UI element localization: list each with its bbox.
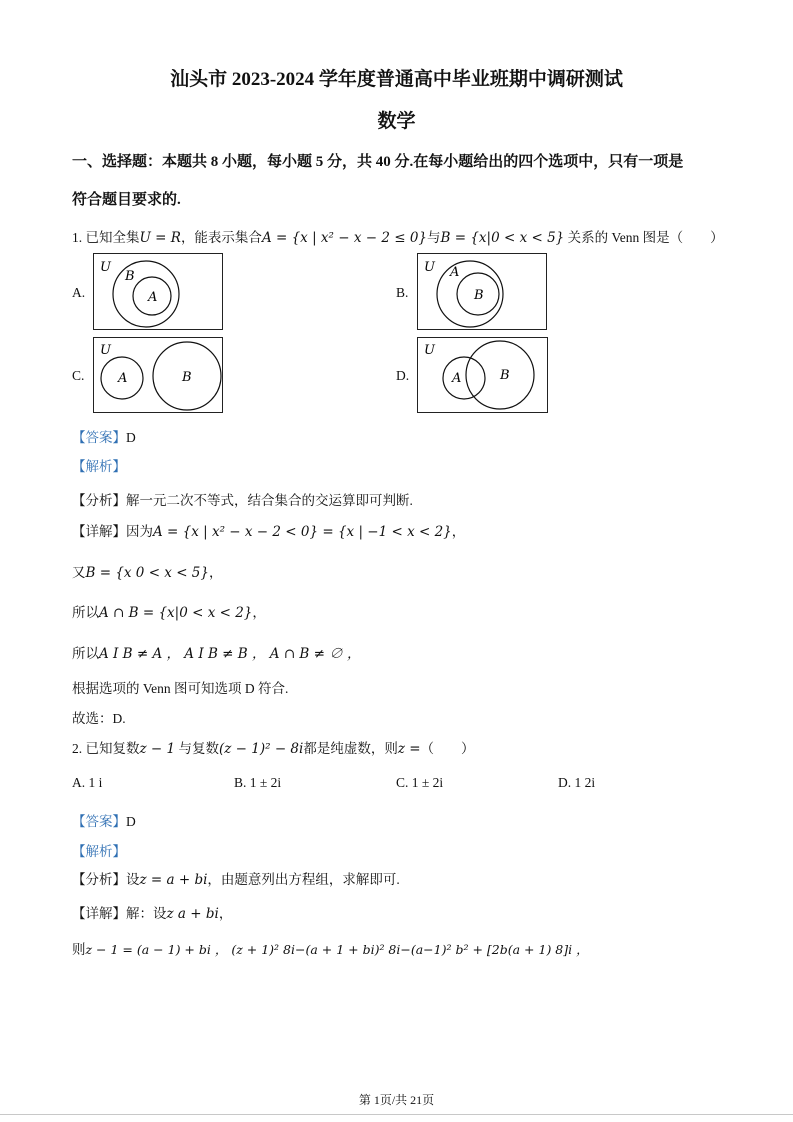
q2-detail-b: ， [218, 906, 233, 921]
q2-math-2: (z − 1)² − 8i [218, 741, 304, 757]
q2-option-c-label: C. [396, 775, 409, 790]
venn-d-u-label: U [424, 343, 435, 358]
q1-detail-line2 [72, 561, 222, 581]
q1-math-b: B = {x|0 < x < 5} [440, 230, 565, 246]
venn-diagram-c [93, 337, 223, 413]
q2-fenxi-math: z = a + bi [139, 872, 208, 888]
page-title: 汕头市 2023-2024 学年度普通高中毕业班期中调研测试 [170, 69, 623, 90]
q1-option-a-label: A. [72, 285, 86, 300]
q1-d4-text: 所以 [72, 646, 99, 661]
venn-a-svg [94, 254, 222, 329]
page-number: 第 1页/共 21页 [358, 1093, 435, 1107]
q2-answer [72, 810, 136, 830]
venn-d-right-label: B [500, 368, 510, 383]
q1-detail-tag: 【详解】 [72, 524, 126, 539]
q2-option-a-value: 1 i [88, 775, 103, 790]
q2-fenxi-b: ，由题意列出方程组，求解即可. [207, 872, 400, 887]
q1-stem-c: 与 [427, 230, 441, 245]
q2-detail-a: 解：设 [126, 906, 167, 921]
q1-d2-end: ， [208, 565, 223, 580]
q1-detail-line1 [72, 520, 465, 540]
q1-answer [72, 426, 136, 446]
q1-d1-end: ， [451, 524, 466, 539]
venn-d-svg [418, 338, 547, 412]
q2-stem [72, 737, 475, 757]
q2-fenxi-a: 设 [126, 872, 140, 887]
subject-heading: 数学 [377, 111, 416, 132]
q1-d3-end: ， [252, 605, 266, 620]
q2-stem-d: （ ） [420, 741, 475, 756]
q1-math-a: A = {x | x² − x − 2 ≤ 0} [261, 230, 428, 246]
q2-stem-a: 2. 已知复数 [72, 741, 140, 756]
q2-detail-math: z a + bi [166, 906, 219, 922]
q2-option-d-value: 1 2i [574, 775, 596, 790]
q1-d3-text: 所以 [72, 605, 99, 620]
venn-a-circle-outer [113, 261, 179, 327]
q2-analysis-tag: 【解析】 [72, 844, 126, 859]
q2-fenxi-tag: 【分析】 [72, 872, 126, 887]
venn-a-inner-label: A [148, 290, 158, 305]
q1-answer-tag: 【答案】 [72, 430, 126, 445]
q1-d3-math: A ∩ B = {x|0 < x < 2} [99, 605, 253, 621]
venn-d-circle-left [443, 357, 485, 399]
section-heading-line1: 一、选择题：本题共 8 小题，每小题 5 分，共 40 分.在每小题给出的四个选项中，只有一项是 [72, 154, 684, 170]
q2-detail-tag: 【详解】 [72, 906, 126, 921]
q1-stem-b: ，能表示集合 [180, 230, 262, 245]
q1-stem [72, 226, 724, 246]
q2-answer-tag: 【答案】 [72, 814, 126, 829]
q2-option-d [558, 775, 595, 791]
venn-b-u-label: U [424, 260, 435, 275]
venn-c-u-label: U [100, 343, 111, 358]
q1-stem-a: 1. 已知全集 [72, 230, 140, 245]
q2-option-a-label: A. [72, 775, 86, 790]
q1-d1-math: A = {x | x² − x − 2 < 0} = {x | −1 < x < 2} [153, 524, 452, 540]
footer-divider [0, 1114, 793, 1115]
q1-analysis-tag: 【解析】 [72, 459, 126, 474]
q1-d2-math: B = {x 0 < x < 5} [85, 565, 209, 581]
q2-fenxi [72, 868, 400, 888]
q1-answer-value: D [126, 430, 136, 445]
q2-option-c [396, 775, 443, 791]
q1-fenxi-text: 解一元二次不等式，结合集合的交运算即可判断. [126, 493, 413, 508]
q1-detail-line4 [72, 642, 361, 662]
venn-b-circle-outer [437, 261, 503, 327]
section-heading-line2: 符合题目要求的. [72, 192, 181, 208]
q2-option-b [234, 775, 281, 791]
venn-c-right-label: B [182, 370, 192, 385]
q1-fenxi-tag: 【分析】 [72, 493, 126, 508]
venn-c-svg [94, 338, 222, 412]
venn-b-outer-label: A [450, 265, 460, 280]
q1-fenxi [72, 489, 413, 509]
venn-d-left-label: A [452, 371, 462, 386]
q2-option-b-value: 1 ± 2i [249, 775, 282, 790]
q2-option-d-label: D. [558, 775, 572, 790]
q2-detail-line1 [72, 902, 232, 922]
q2-option-b-label: B. [234, 775, 247, 790]
venn-b-svg [418, 254, 546, 329]
venn-diagram-a [93, 253, 223, 330]
q2-math-3: z = [397, 741, 421, 757]
q2-stem-b: 与复数 [178, 741, 219, 756]
q2-answer-value: D [126, 814, 136, 829]
venn-a-outer-label: B [125, 269, 135, 284]
venn-diagram-d [417, 337, 548, 413]
q1-option-c-label: C. [72, 368, 85, 383]
venn-b-inner-label: B [474, 288, 484, 303]
q1-stem-d: 关系的 Venn 图是（ ） [567, 230, 724, 245]
venn-a-u-label: U [100, 260, 111, 275]
venn-c-left-label: A [118, 371, 128, 386]
q1-detail-line3 [72, 601, 266, 621]
q2-l2-a: 则 [72, 942, 86, 957]
q1-option-d-label: D. [396, 368, 410, 383]
q2-option-c-value: 1 ± 2i [411, 775, 444, 790]
q1-d4-math: A I B ≠ A ， A I B ≠ B ， A ∩ B ≠ ∅ ， [99, 646, 361, 662]
q1-detail-line5: 根据选项的 Venn 图可知选项 D 符合. [72, 681, 289, 696]
q1-d1-text: 因为 [126, 524, 153, 539]
q2-math-1: z − 1 [139, 741, 176, 757]
q1-d2-text: 又 [72, 565, 86, 580]
q2-stem-c: 都是纯虚数，则 [303, 741, 398, 756]
venn-diagram-b [417, 253, 547, 330]
q2-option-a [72, 775, 102, 791]
q2-l2-math: z − 1 = (a − 1) + bi ， (z + 1)² 8i−(a + 1 + bi)² 8i−(a−1)² b² + [2b(a + 1) 8]i ， [85, 942, 589, 957]
q1-detail-line6: 故选：D. [72, 711, 126, 726]
q2-detail-line2 [72, 938, 589, 958]
q1-math-u: U = R [139, 230, 181, 246]
q1-option-b-label: B. [396, 285, 409, 300]
